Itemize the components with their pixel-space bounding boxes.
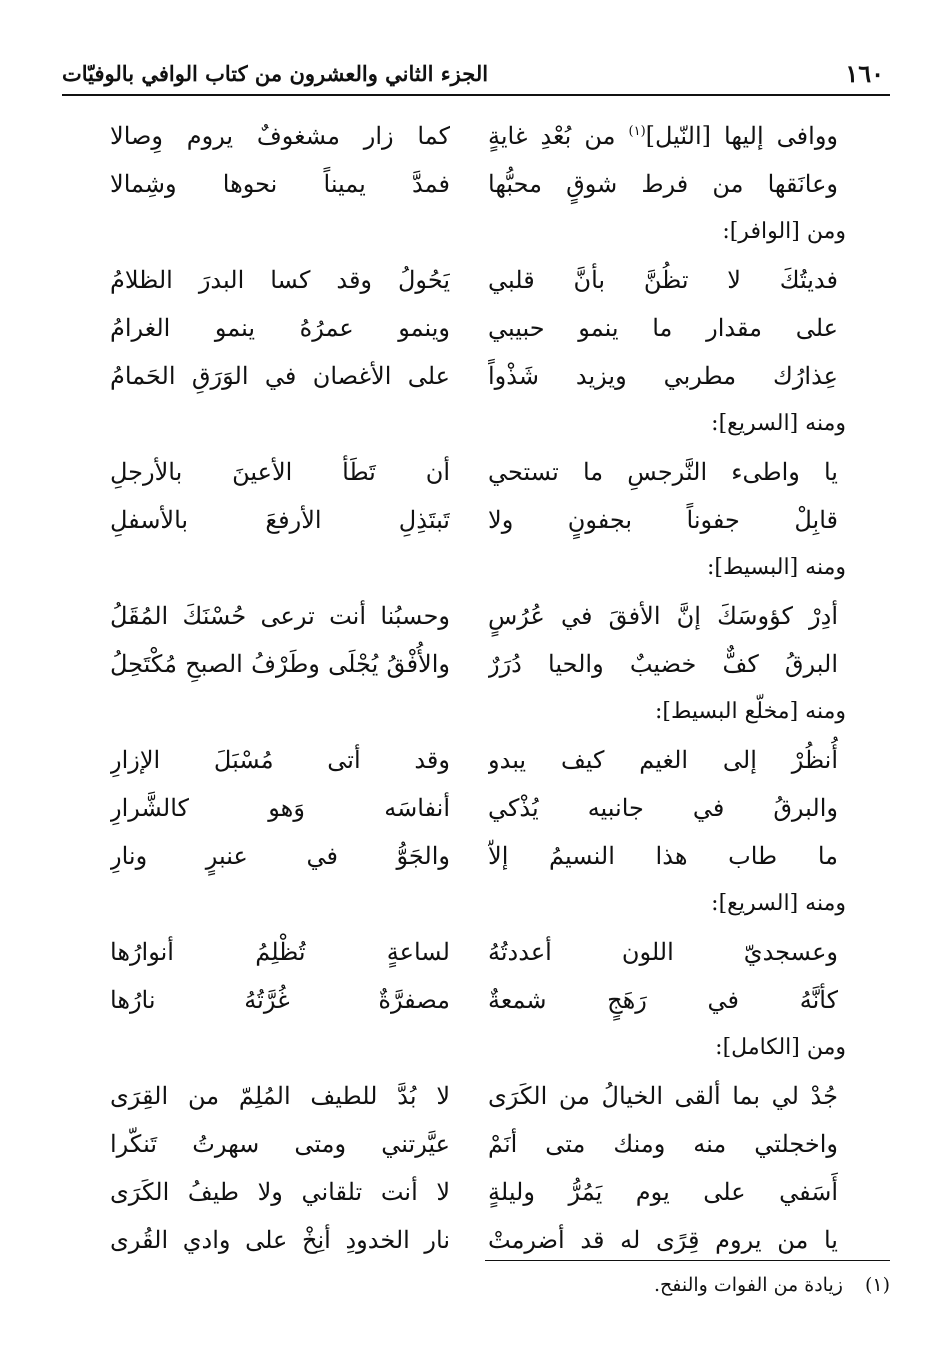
second-hemistich: لا أنت تلقاني ولا طيفُ الكَرَى <box>110 1178 450 1206</box>
first-hemistich <box>488 640 838 688</box>
second-hemistich: نار الخدودِ أنِخْ على وادي القُرى <box>110 1226 450 1254</box>
verse-line <box>100 1216 838 1264</box>
second-hemistich: والأُفْقُ يُجْلَى وطَرْفُ الصبحِ مُكْتَحِلُ <box>110 650 450 678</box>
poem-body <box>100 112 846 1264</box>
meter-heading: ومنه [البسيط]: <box>706 555 846 580</box>
first-hemistich <box>488 448 838 496</box>
hemistich-text: أدِرْ كؤوسَكَ إنَّ الأفقَ في عُرُسٍ <box>488 602 838 630</box>
second-hemistich: وحسبُنا أنت ترعى حُسْنَكَ المُقَلُ <box>110 602 450 630</box>
first-hemistich <box>488 736 838 784</box>
hemistich-text: على مقدار ما ينمو حبيبي <box>488 314 838 342</box>
hemistich-text: ووافى إليها [النّيل] <box>645 122 838 150</box>
verse-line <box>100 928 838 976</box>
meter-heading: ومن [الوافر]: <box>722 219 846 244</box>
hemistich-text: وعانَقها من فرط شوقٍ محبُّها <box>488 170 838 198</box>
hemistich-text: يا من يروم قِرًى له قد أضرمتْ <box>488 1226 838 1254</box>
first-hemistich <box>488 592 838 640</box>
second-hemistich: والجَوُّ في عنبرٍ ونارِ <box>110 842 450 870</box>
footnote <box>390 1274 890 1296</box>
hemistich-text: قابِلْ جفوناً بجفونٍ ولا <box>488 506 838 534</box>
verse-line <box>100 1168 838 1216</box>
footnote-reference: (١) <box>628 124 646 139</box>
second-hemistich: تَبتَذِلِ الأرفعَ بالأسفلِ <box>110 506 450 534</box>
first-hemistich <box>488 1120 838 1168</box>
meter-heading: ومنه [السريع]: <box>711 411 846 436</box>
second-hemistich: مصفرَّةٌ غُرَّتُهُ نارُها <box>110 986 450 1014</box>
first-hemistich <box>488 832 838 880</box>
second-hemistich: فمدَّ يميناً نحوها وشِمالا <box>110 170 450 198</box>
footnote-marker: (١) <box>864 1274 890 1296</box>
hemistich-text: عِذارُك مطربي ويزيد شَذْواً <box>488 362 838 390</box>
hemistich-text: فديتُكَ لا تظُنَّ بأنَّ قلبي <box>488 266 838 294</box>
second-hemistich: على الأغصان في الوَرَقِ الحَمامُ <box>110 362 450 390</box>
hemistich-text: واخجلتي منه ومنك متى أنَمْ <box>488 1130 838 1158</box>
verse-line <box>100 304 838 352</box>
verse-line <box>100 784 838 832</box>
first-hemistich <box>488 928 838 976</box>
page-header <box>62 52 890 96</box>
hemistich-text: البرقُ كفٌّ خضيبٌ والحيا دُرَرٌ <box>488 650 838 678</box>
first-hemistich <box>488 352 838 400</box>
hemistich-text: كأنَّهُ في رَهَجٍ شمعةٌ <box>488 986 838 1014</box>
second-hemistich: يَحُولُ وقد كسا البدرَ الظلامُ <box>110 266 450 294</box>
first-hemistich <box>488 1168 838 1216</box>
hemistich-text: والبرقُ في جانبيه يُذْكي <box>488 794 838 822</box>
meter-heading: ومنه [مخلّع البسيط]: <box>655 699 846 724</box>
footnote-divider <box>485 1260 890 1261</box>
first-hemistich <box>488 304 838 352</box>
first-hemistich <box>488 784 838 832</box>
verse-line <box>100 448 838 496</box>
verse-line <box>100 352 838 400</box>
second-hemistich: أن تَطَأ الأعينَ بالأرجلِ <box>110 458 450 486</box>
page-number: ١٦٠ <box>845 58 884 88</box>
verse-line <box>100 640 838 688</box>
verse-line <box>100 976 838 1024</box>
second-hemistich: وينمو عمرُهُ ينمو الغرامُ <box>110 314 450 342</box>
verse-line <box>100 496 838 544</box>
verse-line <box>100 592 838 640</box>
second-hemistich: وقد أتى مُسْبَلَ الإزارِ <box>110 746 450 774</box>
hemistich-text: جُدْ لي بما ألقى الخيالُ من الكَرَى <box>488 1082 838 1110</box>
second-hemistich: لا بُدَّ للطيف المُلِمّ من القِرَى <box>110 1082 450 1110</box>
verse-line <box>100 160 838 208</box>
verse-line <box>100 832 838 880</box>
first-hemistich <box>488 112 838 160</box>
second-hemistich: كما زار مشغوفٌ يروم وِصالا <box>110 122 450 150</box>
first-hemistich <box>488 496 838 544</box>
verse-line <box>100 1072 838 1120</box>
meter-heading: ومنه [السريع]: <box>711 891 846 916</box>
hemistich-text: وعسجديّ اللون أعددتُهُ <box>488 938 838 966</box>
verse-line <box>100 736 838 784</box>
first-hemistich <box>488 1216 838 1264</box>
first-hemistich <box>488 1072 838 1120</box>
hemistich-text: ما طاب هذا النسيمُ إلاّ <box>488 842 838 870</box>
hemistich-text: أَسَفي على يوم يَمُرُّ وليلةٍ <box>488 1178 838 1206</box>
first-hemistich <box>488 160 838 208</box>
verse-line <box>100 256 838 304</box>
meter-heading: ومن [الكامل]: <box>715 1035 846 1060</box>
first-hemistich <box>488 976 838 1024</box>
hemistich-text-tail: من بُعْدِ غايةٍ <box>488 122 629 150</box>
hemistich-text: يا واطىء النَّرجسِ ما تستحي <box>488 458 838 486</box>
first-hemistich <box>488 256 838 304</box>
verse-line <box>100 1120 838 1168</box>
hemistich-text: أُنظُرْ إلى الغيم كيف يبدو <box>488 746 838 774</box>
running-title: الجزء الثاني والعشرون من كتاب الوافي بالوفيّات <box>62 60 489 86</box>
second-hemistich: أنفاسَه وَهو كالشَّرارِ <box>110 794 450 822</box>
second-hemistich: عيَّرتني ومتى سهرتُ تَنكّرا <box>110 1130 450 1158</box>
footnote-text: زيادة من الفوات والنفح. <box>653 1274 843 1296</box>
verse-line <box>100 112 838 160</box>
second-hemistich: لساعةٍ تُظْلِمُ أنوارُها <box>110 938 450 966</box>
